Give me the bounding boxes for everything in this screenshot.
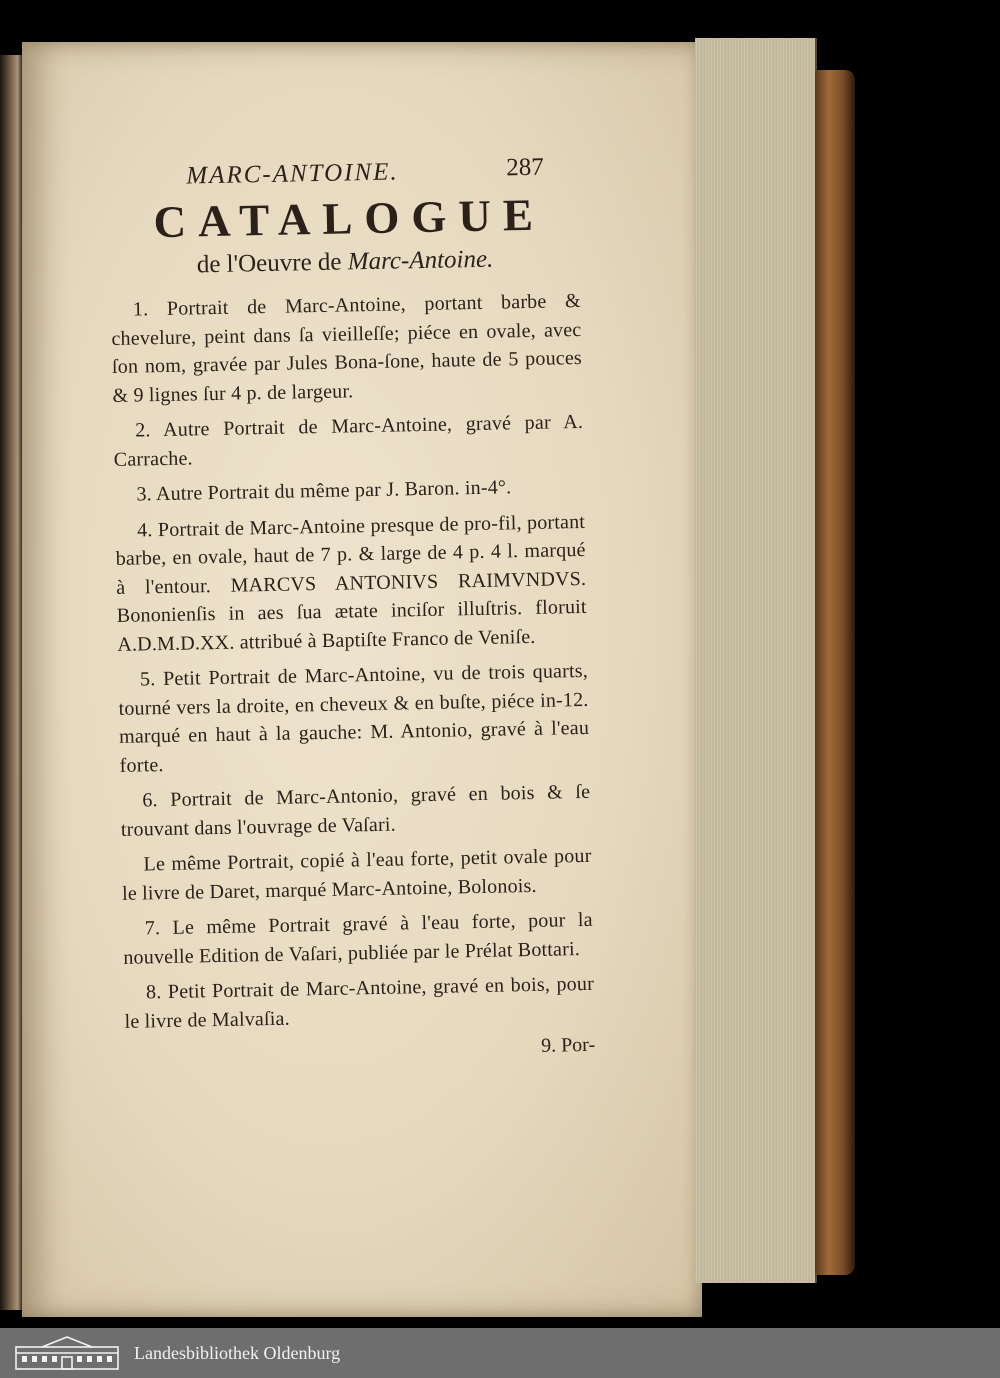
catalogue-entry-7: 7. Le même Portrait gravé à l'eau forte, pour la nouvelle Edition de Vaſari, publiée par le Prélat Bottari. [123, 908, 593, 969]
catchword: 9. Por- [540, 1033, 596, 1057]
page-text [108, 149, 595, 1066]
catalogue-entry-4: 4. Portrait de Marc-Antoine presque de pro-fil, portant barbe, en ovale, haut de 7 p. & large de 4 p. 4 l. marqué à l'entour. MARCVS ANTONIVS RAIMVNDVS. Bononienſis in aes ſua ætate inciſor illuſtris. floruit A.D.M.D.XX. attribué à Baptiſte Franco de Veniſe. [115, 510, 587, 656]
running-title: MARC-ANTOINE. [186, 158, 399, 190]
library-name: Landesbibliothek Oldenburg [134, 1342, 341, 1363]
catalogue-entry-5: 5. Petit Portrait de Marc-Antoine, vu de trois quarts, tourné vers la droite, en cheveux & en buſte, piéce in-12. marqué en haut à la gauche: M. Antonio, gravé à l'eau forte. [118, 659, 590, 777]
book-cover [815, 70, 855, 1275]
subtitle-prefix: de l'Oeuvre de [196, 248, 349, 279]
catalogue-entry-6: 6. Portrait de Marc-Antonio, gravé en bois & ſe trouvant dans l'ouvrage de Vaſari. [120, 780, 591, 841]
left-page-edge [0, 55, 22, 1310]
footer-bar [0, 1328, 1000, 1378]
catalogue-entry-1: 1. Portrait de Marc-Antoine, portant barbe & chevelure, peint dans ſa vieilleſſe; piéce en ovale, avec ſon nom, gravée par Jules Bona-ſone, haute de 5 pouces & 9 lignes ſur 4 p. de largeur. [111, 289, 583, 407]
subtitle-name: Marc-Antoine. [347, 245, 494, 276]
catalogue-entry-2: 2. Autre Portrait de Marc-Antoine, gravé par A. Carrache. [113, 410, 584, 471]
catalogue-title: CATALOGUE [153, 189, 546, 248]
catalogue-subtitle [110, 243, 580, 282]
catalogue-entry-6-copy: Le même Portrait, copié à l'eau forte, petit ovale pour le livre de Daret, marqué Marc-Antoine, Bolonois. [121, 844, 592, 905]
catalogue-entry-3: 3. Autre Portrait du même par J. Baron. in-4°. [136, 476, 512, 506]
page-edges [695, 38, 817, 1283]
page-number: 287 [506, 153, 545, 182]
catalogue-entry-8: 8. Petit Portrait de Marc-Antoine, gravé en bois, pour le livre de Malvaſia. [124, 972, 595, 1033]
library-building-logo-icon [12, 1335, 122, 1371]
